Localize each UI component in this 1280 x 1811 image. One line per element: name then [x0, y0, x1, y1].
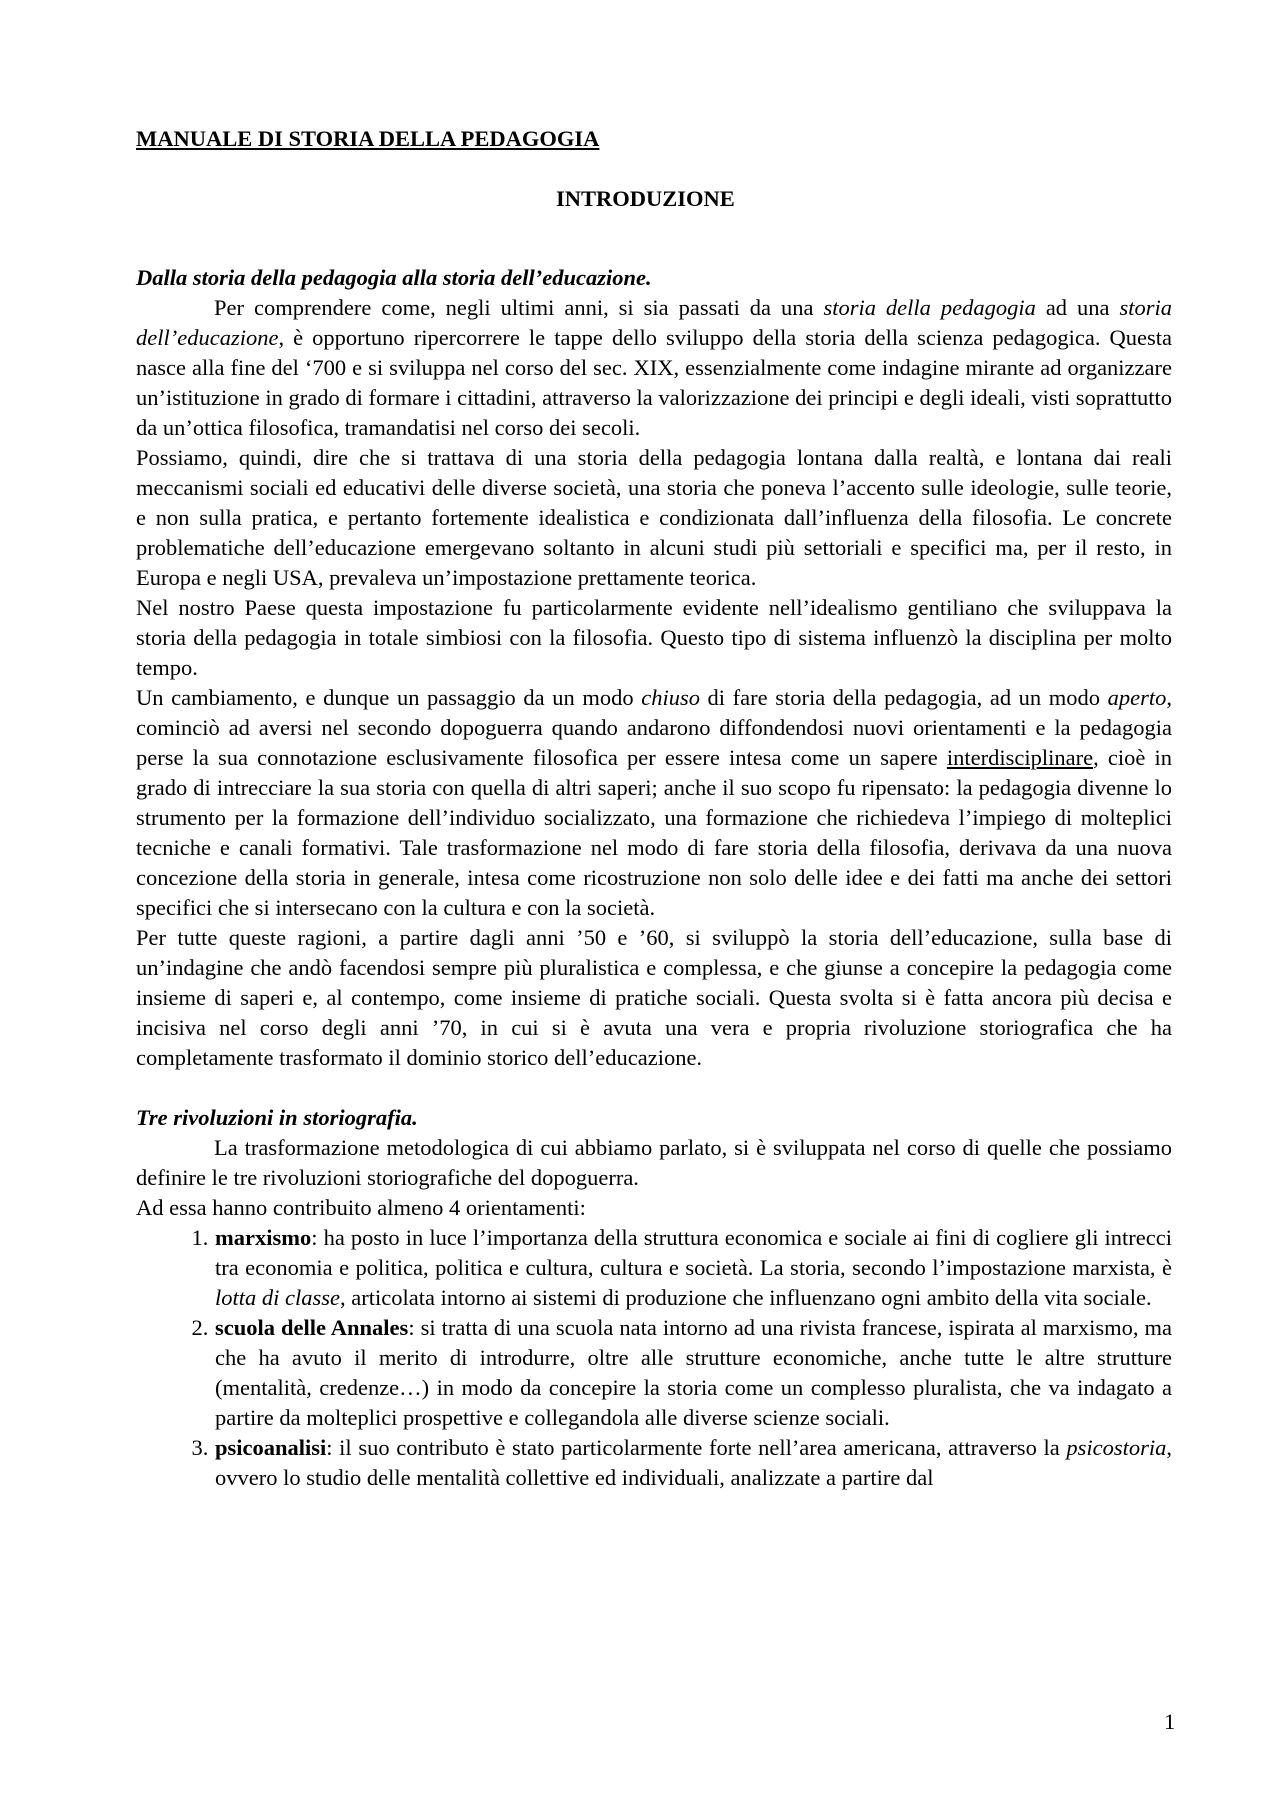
- list-item: [214, 1223, 1172, 1313]
- text-run: Per comprendere come, negli ultimi anni, si sia passati da una: [214, 295, 824, 320]
- list-item: [214, 1433, 1172, 1493]
- paragraph: Ad essa hanno contribuito almeno 4 orientamenti:: [136, 1195, 586, 1220]
- italic-term: storia dell’educazione: [136, 295, 1172, 350]
- paragraph: Nel nostro Paese questa impostazione fu particolarmente evidente nell’idealismo gentiliano che sviluppava la storia della pedagogia in totale simbiosi con la filosofia. Questo tipo di sistema influenzò la disciplina per molto tempo.: [136, 595, 1172, 680]
- text-run: : ha posto in luce l’importanza della struttura economica e sociale ai fini di cogliere gli intrecci tra economia e politica, politica e cultura, cultura e società. La storia, secondo l’impostazione marxista, è: [215, 1225, 1172, 1280]
- paragraph: [136, 293, 1172, 443]
- italic-term: storia della pedagogia: [823, 295, 1036, 320]
- text-run: di fare storia della pedagogia, ad un modo: [699, 685, 1108, 710]
- text-run: Un cambiamento, e dunque un passaggio da un modo: [136, 685, 642, 710]
- list-term: marxismo: [215, 1225, 312, 1250]
- paragraph: La trasformazione metodologica di cui abbiamo parlato, si è sviluppata nel corso di quelle che possiamo definire le tre rivoluzioni storiografiche del dopoguerra.: [136, 1135, 1172, 1190]
- section-heading-history: Dalla storia della pedagogia alla storia dell’educazione.: [136, 265, 652, 290]
- text-run: , cominciò ad aversi nel secondo dopoguerra quando andarono diffondendosi nuovi orientamenti e la pedagogia perse la sua connotazione esclusivamente filosofica per essere intesa come un sapere: [136, 685, 1172, 770]
- list-term: scuola delle Annales: [215, 1315, 409, 1340]
- section-heading-revolutions: Tre rivoluzioni in storiografia.: [136, 1105, 418, 1130]
- document-title: MANUALE DI STORIA DELLA PEDAGOGIA: [136, 126, 600, 151]
- text-run: , articolata intorno ai sistemi di produzione che influenzano ogni ambito della vita sociale.: [340, 1285, 1152, 1310]
- text-run: , ovvero lo studio delle mentalità collettive ed individuali, analizzate a partire dal: [215, 1435, 1172, 1490]
- underlined-term: interdisciplinare: [946, 745, 1094, 770]
- paragraph: Per tutte queste ragioni, a partire dagli anni ’50 e ’60, si sviluppò la storia dell’educazione, sulla base di un’indagine che andò facendosi sempre più pluralistica e complessa, e che giunse a concepire la pedagogia come insieme di saperi e, al contempo, come insieme di pratiche sociali. Questa svolta si è fatta ancora più decisa e incisiva nel corso degli anni ’70, in cui si è avuta una vera e propria rivoluzione storiografica che ha completamente trasformato il dominio storico dell’educazione.: [136, 925, 1172, 1070]
- paragraph: [136, 683, 1172, 923]
- text-run: , è opportuno ripercorrere le tappe dello sviluppo della storia della scienza pedagogica. Questa nasce alla fine del ‘700 e si sviluppa nel corso del sec. XIX, essenzialmente come indagine mirante ad organizzare un’istituzione in grado di formare i cittadini, attraverso la valorizzazione dei principi e degli ideali, visti soprattutto da un’ottica filosofica, tramandatisi nel corso dei secoli.: [136, 325, 1172, 440]
- text-run: , cioè in grado di intrecciare la sua storia con quella di altri saperi; anche il suo scopo fu ripensato: la pedagogia divenne lo strumento per la formazione dell’individuo socializzato, una formazione che richiedeva l’impiego di molteplici tecniche e canali formativi. Tale trasformazione nel modo di fare storia della filosofia, derivava da una nuova concezione della storia in generale, intesa come ricostruzione non solo delle idee e dei fatti ma anche dei settori specifici che si intersecano con la cultura e con la società.: [136, 745, 1172, 920]
- introduction-heading: INTRODUZIONE: [556, 186, 735, 211]
- list-item: [214, 1313, 1172, 1433]
- italic-term: psicostoria: [1066, 1435, 1167, 1460]
- list-term: psicoanalisi: [215, 1435, 327, 1460]
- orientations-list: [136, 1223, 1172, 1493]
- page-content: [136, 124, 1172, 1493]
- text-run: : il suo contributo è stato particolarmente forte nell’area americana, attraverso la: [326, 1435, 1067, 1460]
- text-run: : si tratta di una scuola nata intorno ad una rivista francese, ispirata al marxismo, ma che ha avuto il merito di introdurre, oltre alle strutture economiche, anche tutte le altre strutture (mentalità, credenze…) in modo da concepire la storia come un complesso pluralista, che va indagato a partire da molteplici prospettive e collegandola alle diverse scienze sociali.: [215, 1315, 1172, 1430]
- paragraph: Possiamo, quindi, dire che si trattava di una storia della pedagogia lontana dalla realtà, e lontana dai reali meccanismi sociali ed educativi delle diverse società, una storia che poneva l’accento sulle ideologie, sulle teorie, e non sulla pratica, e pertanto fortemente idealistica e condizionata dall’influenza della filosofia. Le concrete problematiche dell’educazione emergevano soltanto in alcuni studi più settoriali e specifici ma, per il resto, in Europa e negli USA, prevaleva un’impostazione prettamente teorica.: [136, 445, 1172, 590]
- page-number: 1: [1164, 1709, 1176, 1734]
- italic-term: aperto: [1107, 685, 1167, 710]
- italic-term: chiuso: [641, 685, 700, 710]
- text-run: ad una: [1035, 295, 1120, 320]
- italic-term: lotta di classe: [215, 1285, 340, 1310]
